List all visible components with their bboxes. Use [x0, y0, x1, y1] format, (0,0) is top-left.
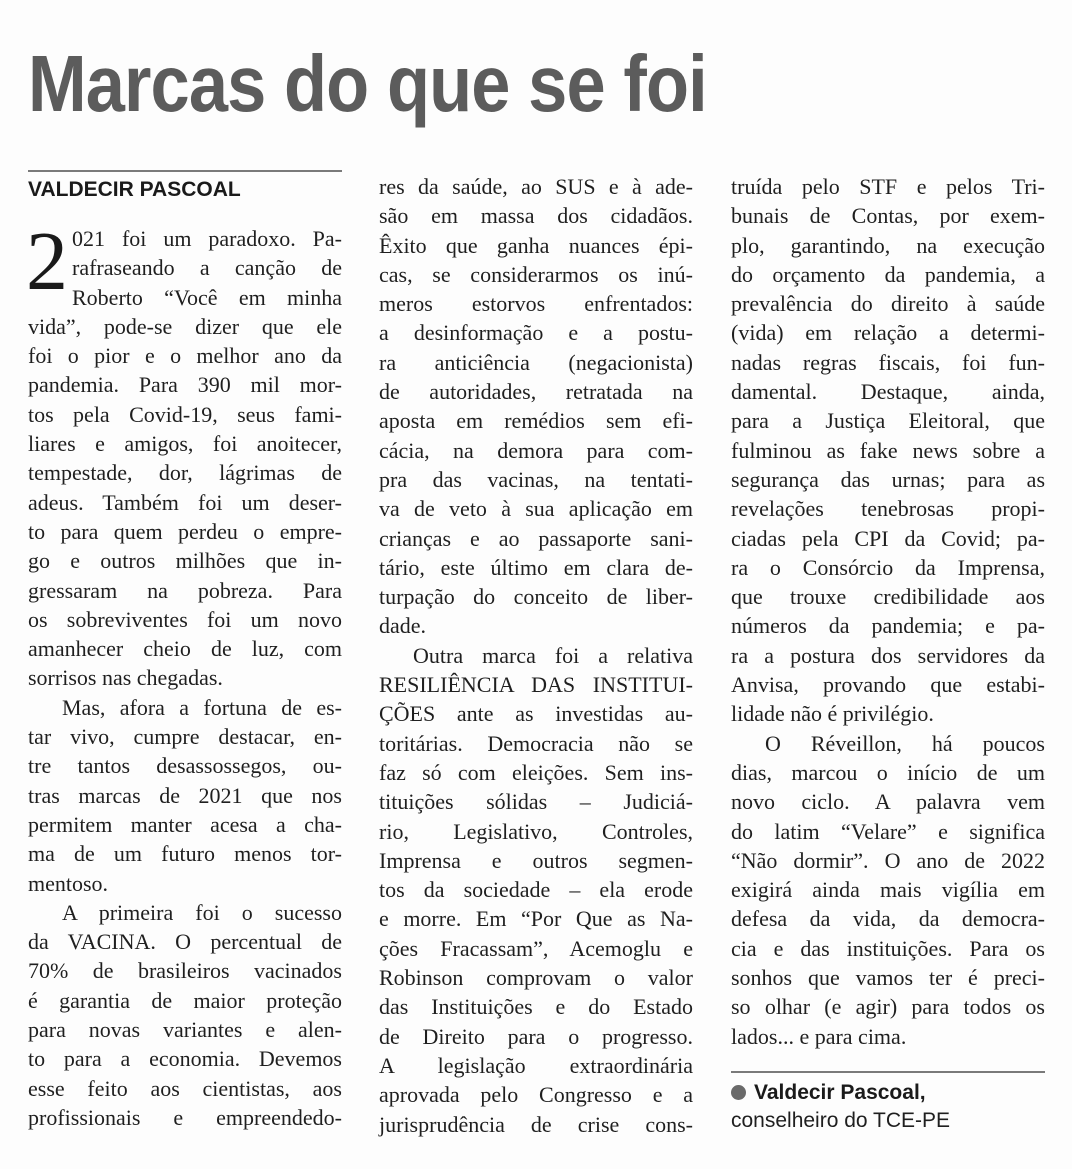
text-line: tituições sólidas – Judiciá- — [379, 789, 693, 815]
text-line: exigirá ainda mais vigília em — [731, 877, 1045, 903]
text-line: truída pelo STF e pelos Tri- — [731, 174, 1045, 199]
text-line: nadas regras fiscais, foi fun- — [731, 349, 1045, 375]
text-line: bunais de Contas, por exem- — [731, 203, 1045, 229]
text-line: sonhos que vamos ter é preci- — [731, 965, 1045, 991]
text-line: tempestade, dor, lágrimas de — [28, 460, 342, 486]
signature-role: conselheiro do TCE-PE — [731, 1108, 951, 1132]
text-line: A primeira foi o sucesso — [62, 899, 342, 925]
text-line: ções Fracassam”, Acemoglu e — [379, 935, 693, 961]
text-line: Imprensa e outros segmen- — [379, 847, 693, 873]
article-column-1 — [28, 170, 342, 1132]
text-line: ma de um futuro menos tor- — [28, 841, 342, 867]
text-line: adeus. Também foi um deser- — [28, 489, 342, 515]
text-line: revelações tenebrosas propi- — [731, 496, 1045, 522]
text-line: rafraseando a canção de — [72, 255, 342, 281]
text-line: lidade não é privilégio. — [731, 701, 934, 727]
text-line: das Instituições e do Estado — [379, 994, 693, 1020]
text-line: tos pela Covid-19, seus fami- — [28, 401, 342, 427]
text-line: fulminou as fake news sobre a — [731, 437, 1045, 463]
text-line: ra a postura dos servidores da — [731, 642, 1045, 668]
text-line: segurança das urnas; para as — [731, 466, 1045, 492]
text-line: crianças e ao passaporte sani- — [379, 525, 693, 551]
text-line: ra o Consórcio da Imprensa, — [731, 554, 1045, 580]
text-line: dade. — [379, 613, 427, 639]
text-line: so olhar (e agir) para todos os — [731, 994, 1045, 1020]
text-line: liares e amigos, foi anoitecer, — [28, 431, 342, 457]
text-line: e morre. Em “Por Que as Na- — [379, 906, 693, 932]
text-line: permitem manter acesa a cha- — [28, 811, 342, 837]
column-2-text — [379, 172, 693, 1139]
text-line: Mas, afora a fortuna de es- — [62, 694, 342, 720]
column-1-text — [26, 215, 342, 1132]
text-line: tras marcas de 2021 que nos — [28, 782, 342, 808]
text-line: cas, se considerarmos os inú- — [379, 261, 693, 287]
text-line: Êxito que ganha nuances épi- — [379, 232, 693, 258]
text-line: tos da sociedade – ela erode — [379, 877, 693, 903]
text-line: Outra marca foi a relativa — [413, 642, 693, 668]
text-line: faz só com eleições. Sem ins- — [379, 759, 693, 785]
text-line: lados... e para cima. — [731, 1023, 907, 1049]
text-line: toritárias. Democracia não se — [379, 730, 693, 756]
text-line: pra das vacinas, na tentati- — [379, 466, 693, 492]
text-line: aprovada pelo Congresso e a — [379, 1082, 693, 1108]
text-line: to para a economia. Devemos — [28, 1046, 342, 1072]
text-line: (vida) em relação a determi- — [731, 320, 1045, 346]
text-line: esse feito aos cientistas, aos — [28, 1075, 342, 1101]
text-line: res da saúde, ao SUS e à ade- — [379, 174, 693, 199]
byline: VALDECIR PASCOAL — [28, 178, 241, 201]
text-line: ciadas pela CPI da Covid; pa- — [731, 525, 1045, 551]
text-line: go e outros milhões que in- — [28, 548, 342, 574]
text-line: rio, Legislativo, Controles, — [379, 818, 693, 844]
text-line: A legislação extraordinária — [379, 1052, 693, 1078]
drop-cap: 2 — [26, 215, 68, 308]
author-signature — [731, 1071, 1045, 1135]
text-line: defesa da vida, da democra- — [731, 906, 1045, 932]
text-line: “Não dormir”. O ano de 2022 — [731, 847, 1045, 873]
text-line: tário, este último em clara de- — [379, 554, 693, 580]
text-line: plo, garantindo, na execução — [731, 232, 1045, 258]
text-line: do orçamento da pandemia, a — [731, 261, 1045, 287]
text-line: da VACINA. O percentual de — [28, 929, 342, 955]
text-line: que trouxe credibilidade aos — [731, 584, 1045, 610]
text-line: prevalência do direito à saúde — [731, 291, 1045, 317]
text-line: mentoso. — [28, 870, 109, 896]
text-line: Anvisa, provando que estabi- — [731, 672, 1045, 698]
text-line: aposta em remédios sem efi- — [379, 408, 693, 434]
text-line: são em massa dos cidadãos. — [379, 203, 693, 229]
headline: Marcas do que se foi — [28, 39, 707, 128]
signature-name-line — [731, 1079, 1045, 1107]
text-line: RESILIÊNCIA DAS INSTITUI- — [379, 672, 693, 698]
text-line: turpação do conceito de liber- — [379, 584, 693, 610]
text-line: a desinformação e a postu- — [379, 320, 693, 346]
text-line: gressaram na pobreza. Para — [28, 577, 342, 603]
text-line: meros estorvos enfrentados: — [379, 291, 693, 317]
text-line: Roberto “Você em minha — [72, 284, 342, 310]
text-line: pandemia. Para 390 mil mor- — [28, 372, 342, 398]
text-line: cia e das instituições. Para os — [731, 935, 1045, 961]
text-line: de autoridades, retratada na — [379, 379, 693, 405]
text-line: do latim “Velare” e significa — [731, 818, 1045, 844]
article-column-2 — [379, 172, 693, 1139]
text-line: 021 foi um paradoxo. Pa- — [72, 226, 342, 251]
text-line: jurisprudência de crise cons- — [379, 1111, 693, 1137]
text-line: foi o pior e o melhor ano da — [28, 343, 342, 369]
text-line: novo ciclo. A palavra vem — [731, 789, 1045, 815]
bullet-icon — [731, 1085, 746, 1100]
text-line: para novas variantes e alen- — [28, 1017, 342, 1043]
text-line: 70% de brasileiros vacinados — [28, 958, 342, 984]
column-3-text — [731, 172, 1045, 1051]
text-line: tre tantos desassossegos, ou- — [28, 753, 342, 779]
article-column-3 — [731, 172, 1045, 1135]
text-line: Robinson comprovam o valor — [379, 965, 693, 991]
text-line: dias, marcou o início de um — [731, 759, 1045, 785]
text-line: cácia, na demora para com- — [379, 437, 693, 463]
signature-name: Valdecir Pascoal, — [754, 1080, 926, 1104]
text-line: ra anticiência (negacionista) — [379, 349, 693, 375]
text-line: amanhecer cheio de luz, com — [28, 636, 342, 662]
text-line: tar vivo, cumpre destacar, en- — [28, 724, 342, 750]
text-line: vida”, pode-se dizer que ele — [28, 313, 342, 339]
text-line: para a Justiça Eleitoral, que — [731, 408, 1045, 434]
text-line: to para quem perdeu o empre- — [28, 518, 342, 544]
text-line: profissionais e empreendedo- — [28, 1104, 342, 1130]
text-line: O Réveillon, há poucos — [765, 730, 1045, 756]
byline-rule — [28, 170, 342, 172]
text-line: va de veto à sua aplicação em — [379, 496, 693, 522]
text-line: números da pandemia; e pa- — [731, 613, 1045, 639]
text-line: ÇÕES ante as investidas au- — [379, 701, 693, 727]
text-line: sorrisos nas chegadas. — [28, 665, 223, 691]
text-line: os sobreviventes foi um novo — [28, 606, 342, 632]
text-line: de Direito para o progresso. — [379, 1023, 693, 1049]
text-line: damental. Destaque, ainda, — [731, 379, 1045, 405]
text-line: é garantia de maior proteção — [28, 987, 342, 1013]
